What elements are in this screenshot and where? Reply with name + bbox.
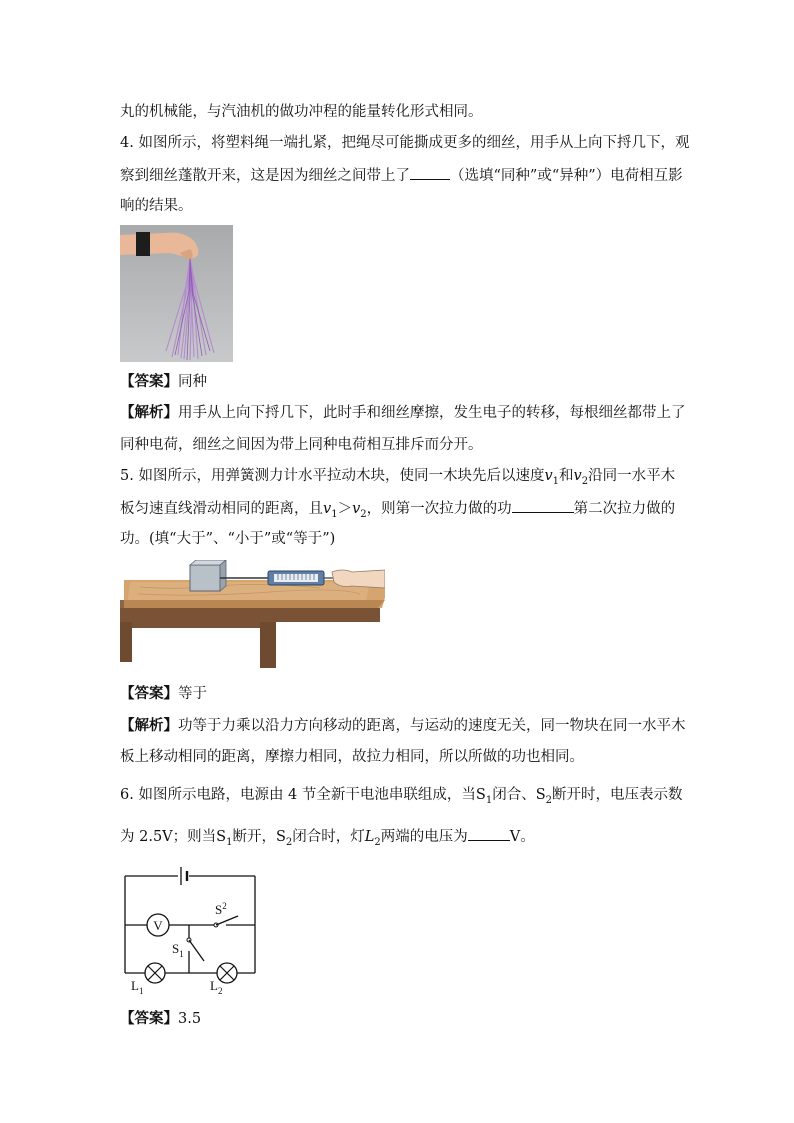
text-span: 6. 如图所示电路，电源由 4 节全新干电池串联组成，当 xyxy=(120,787,476,803)
answer-tag: 【答案】 xyxy=(120,1010,178,1027)
subscript: 2 xyxy=(374,836,381,848)
switch-s2-label: $S^2$ xyxy=(215,901,227,917)
text-span: 和 xyxy=(559,468,574,484)
text-span: 闭合时，灯 xyxy=(292,829,365,845)
subscript: 2 xyxy=(581,475,589,487)
explanation-text: 功等于力乘以沿力方向移动的距离，与运动的速度无关，同一物块在同一水平木 xyxy=(178,718,686,734)
velocity-symbol: v xyxy=(573,468,582,484)
subscript: 1 xyxy=(331,508,338,520)
explanation-text: 用手从上向下捋几下，此时手和细丝摩擦，发生电子的转移，每根细丝都带上了 xyxy=(178,405,686,421)
text-span: 第二次拉力做的 xyxy=(573,501,676,517)
answer-tag: 【答案】 xyxy=(120,373,178,390)
text-span: 板匀速直线滑动相同的距离，且 xyxy=(120,501,323,517)
switch-s2-blade xyxy=(216,916,238,925)
text-span: 5. 如图所示，用弹簧测力计水平拉动木块，使同一木块先后以速度 xyxy=(120,468,545,484)
explanation-tag: 【解析】 xyxy=(120,717,178,734)
lamp-l1-label: $L_1$ xyxy=(131,978,144,994)
explanation-4-line-2: 同种电荷，细丝之间因为带上同种电荷相互排斥而分开。 xyxy=(120,437,483,453)
answer-text: 3.5 xyxy=(178,1011,202,1027)
text-line: 丸的机械能，与汽油机的做功冲程的能量转化形式相同。 xyxy=(120,104,483,120)
answer-4 xyxy=(120,373,680,391)
block-table-figure xyxy=(120,560,385,670)
text-span: 两端的电压为 xyxy=(380,829,468,845)
subscript: 2 xyxy=(360,508,367,520)
text-span: （选填“同种”或“异种”）电荷相互影 xyxy=(450,168,683,184)
question-5-line-1 xyxy=(120,467,680,491)
text-span: ＞ xyxy=(337,501,353,517)
velocity-symbol: v xyxy=(544,468,553,484)
subscript: 1 xyxy=(485,794,493,806)
switch-s1-blade xyxy=(189,940,204,961)
voltmeter-label: V xyxy=(153,918,163,933)
answer-6 xyxy=(120,1010,680,1028)
explanation-tag: 【解析】 xyxy=(120,404,178,421)
text-span: 断开， xyxy=(232,829,276,845)
lamp-l2-label: $L_2$ xyxy=(210,978,223,994)
answer-text: 同种 xyxy=(178,374,207,390)
switch-s1-label: $S_1$ xyxy=(172,941,184,959)
lamp-symbol: L xyxy=(364,829,375,845)
question-4-line-2 xyxy=(120,165,683,185)
hand-strands-figure xyxy=(120,225,233,362)
explanation-5-line-2: 板上移动相同的距离，摩擦力相同，故拉力相同，所以所做的功也相同。 xyxy=(120,749,584,765)
question-4-line-1: 4. 如图所示，将塑料绳一端扎紧，把绳尽可能撕成更多的细丝，用手从上向下捋几下，观 xyxy=(120,135,690,151)
text-span: V。 xyxy=(509,829,535,845)
answer-5 xyxy=(120,685,680,703)
explanation-5-line-1 xyxy=(120,717,686,735)
text-span: 为 2.5V；则当 xyxy=(120,829,217,845)
question-4-line-3: 响的结果。 xyxy=(120,198,193,214)
explanation-4-line-1 xyxy=(120,404,686,422)
question-6-line-2 xyxy=(120,826,680,852)
answer-blank xyxy=(468,826,510,841)
subscript: 1 xyxy=(552,475,560,487)
velocity-symbol: v xyxy=(352,501,361,517)
answer-blank xyxy=(410,165,450,180)
subscript: 2 xyxy=(545,794,553,806)
answer-tag: 【答案】 xyxy=(120,685,178,702)
switch-symbol: S xyxy=(475,787,486,803)
switch-symbol: S xyxy=(535,787,546,803)
text-span: 察到细丝蓬散开来，这是因为细丝之间带上了 xyxy=(120,168,410,184)
text-span: 沿同一水平木 xyxy=(588,468,676,484)
text-span: 断开时，电压表示数 xyxy=(552,787,683,803)
text-span: 闭合、 xyxy=(492,787,536,803)
question-5-line-3: 功。(填“大于”、“小于”或“等于”) xyxy=(120,531,336,547)
subscript: 2 xyxy=(285,836,293,848)
switch-symbol: S xyxy=(275,829,286,845)
question-6-line-1 xyxy=(120,786,683,810)
circuit-diagram xyxy=(115,862,265,994)
switch-symbol: S xyxy=(216,829,227,845)
question-5-line-2 xyxy=(120,498,680,524)
answer-blank xyxy=(512,498,574,513)
subscript: 1 xyxy=(226,836,233,848)
velocity-symbol: v xyxy=(323,501,332,517)
answer-text: 等于 xyxy=(178,686,207,702)
text-span: ，则第一次拉力做的功 xyxy=(366,501,512,517)
